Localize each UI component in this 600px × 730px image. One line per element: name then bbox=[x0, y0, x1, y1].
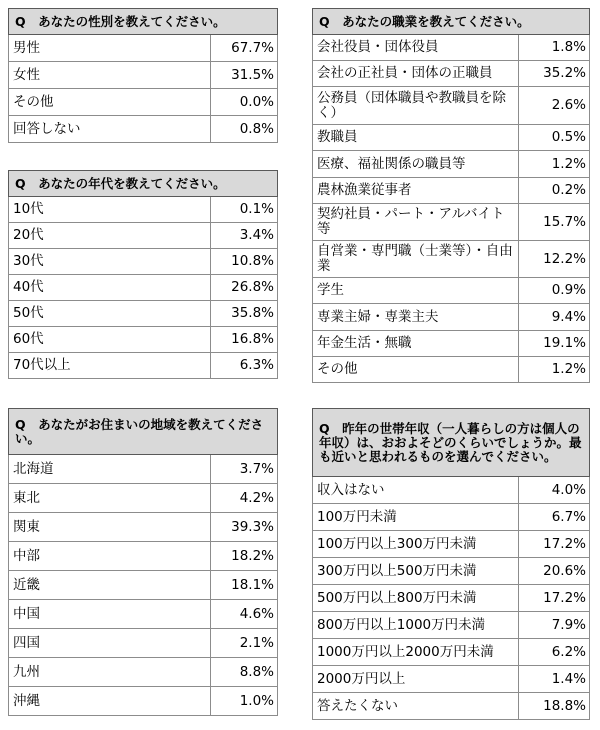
gender-label-male: 男性 bbox=[9, 35, 211, 62]
occupation-value: 1.2% bbox=[519, 151, 590, 178]
region-label: 東北 bbox=[9, 484, 211, 513]
gender-label-no-answer: 回答しない bbox=[9, 116, 211, 143]
age-label: 40代 bbox=[9, 275, 211, 301]
occupation-value: 12.2% bbox=[519, 241, 590, 278]
region-label: 近畿 bbox=[9, 571, 211, 600]
income-value: 1.4% bbox=[519, 666, 590, 693]
occupation-label: 医療、福祉関係の職員等 bbox=[313, 151, 519, 178]
region-label: 北海道 bbox=[9, 455, 211, 484]
age-value: 10.8% bbox=[211, 249, 278, 275]
occupation-value: 19.1% bbox=[519, 331, 590, 357]
age-table bbox=[8, 170, 278, 379]
gender-label-female: 女性 bbox=[9, 62, 211, 89]
income-label: 2000万円以上 bbox=[313, 666, 519, 693]
income-value: 6.2% bbox=[519, 639, 590, 666]
region-value: 8.8% bbox=[211, 658, 278, 687]
income-label: 1000万円以上2000万円未満 bbox=[313, 639, 519, 666]
income-value: 18.8% bbox=[519, 693, 590, 720]
region-label: 中国 bbox=[9, 600, 211, 629]
income-value: 17.2% bbox=[519, 531, 590, 558]
occupation-label: 契約社員・パート・アルバイト等 bbox=[313, 204, 519, 241]
region-label: 関東 bbox=[9, 513, 211, 542]
region-label: 九州 bbox=[9, 658, 211, 687]
income-table bbox=[312, 408, 590, 720]
region-question: Q あなたがお住まいの地域を教えてください。 bbox=[9, 409, 278, 455]
occupation-label: 専業主婦・専業主夫 bbox=[313, 304, 519, 331]
occupation-value: 1.8% bbox=[519, 35, 590, 61]
region-value: 1.0% bbox=[211, 687, 278, 716]
region-value: 3.7% bbox=[211, 455, 278, 484]
gender-label-other: その他 bbox=[9, 89, 211, 116]
income-question: Q 昨年の世帯年収（一人暮らしの方は個人の年収）は、おおよそどのくらいでしょうか。最も近いと思われるものを選んでください。 bbox=[313, 409, 590, 477]
region-value: 18.2% bbox=[211, 542, 278, 571]
occupation-label: 学生 bbox=[313, 278, 519, 304]
age-value: 16.8% bbox=[211, 327, 278, 353]
income-value: 4.0% bbox=[519, 477, 590, 504]
age-label: 10代 bbox=[9, 197, 211, 223]
region-value: 39.3% bbox=[211, 513, 278, 542]
age-value: 6.3% bbox=[211, 353, 278, 379]
gender-table bbox=[8, 8, 278, 143]
income-value: 6.7% bbox=[519, 504, 590, 531]
occupation-value: 35.2% bbox=[519, 61, 590, 87]
gender-question: Q あなたの性別を教えてください。 bbox=[9, 9, 278, 35]
region-value: 18.1% bbox=[211, 571, 278, 600]
occupation-value: 0.2% bbox=[519, 178, 590, 204]
region-value: 4.6% bbox=[211, 600, 278, 629]
region-label: 沖縄 bbox=[9, 687, 211, 716]
gender-value-female: 31.5% bbox=[211, 62, 278, 89]
region-label: 中部 bbox=[9, 542, 211, 571]
age-value: 26.8% bbox=[211, 275, 278, 301]
age-label: 50代 bbox=[9, 301, 211, 327]
income-value: 17.2% bbox=[519, 585, 590, 612]
age-value: 0.1% bbox=[211, 197, 278, 223]
occupation-value: 15.7% bbox=[519, 204, 590, 241]
age-label: 20代 bbox=[9, 223, 211, 249]
age-label: 30代 bbox=[9, 249, 211, 275]
income-label: 300万円以上500万円未満 bbox=[313, 558, 519, 585]
occupation-label: 農林漁業従事者 bbox=[313, 178, 519, 204]
occupation-label: その他 bbox=[313, 357, 519, 383]
age-label: 60代 bbox=[9, 327, 211, 353]
gender-value-no-answer: 0.8% bbox=[211, 116, 278, 143]
region-table bbox=[8, 408, 278, 716]
occupation-value: 0.9% bbox=[519, 278, 590, 304]
gender-value-other: 0.0% bbox=[211, 89, 278, 116]
income-label: 100万円未満 bbox=[313, 504, 519, 531]
age-label: 70代以上 bbox=[9, 353, 211, 379]
occupation-label: 公務員（団体職員や教職員を除く） bbox=[313, 87, 519, 125]
income-label: 100万円以上300万円未満 bbox=[313, 531, 519, 558]
age-value: 35.8% bbox=[211, 301, 278, 327]
occupation-label: 会社の正社員・団体の正職員 bbox=[313, 61, 519, 87]
occupation-label: 年金生活・無職 bbox=[313, 331, 519, 357]
gender-value-male: 67.7% bbox=[211, 35, 278, 62]
occupation-value: 9.4% bbox=[519, 304, 590, 331]
income-value: 7.9% bbox=[519, 612, 590, 639]
region-value: 4.2% bbox=[211, 484, 278, 513]
occupation-label: 会社役員・団体役員 bbox=[313, 35, 519, 61]
income-value: 20.6% bbox=[519, 558, 590, 585]
region-label: 四国 bbox=[9, 629, 211, 658]
income-label: 500万円以上800万円未満 bbox=[313, 585, 519, 612]
income-label: 収入はない bbox=[313, 477, 519, 504]
occupation-value: 2.6% bbox=[519, 87, 590, 125]
occupation-question: Q あなたの職業を教えてください。 bbox=[313, 9, 590, 35]
age-value: 3.4% bbox=[211, 223, 278, 249]
age-question: Q あなたの年代を教えてください。 bbox=[9, 171, 278, 197]
income-label: 答えたくない bbox=[313, 693, 519, 720]
occupation-table bbox=[312, 8, 590, 383]
occupation-label: 教職員 bbox=[313, 125, 519, 151]
occupation-value: 0.5% bbox=[519, 125, 590, 151]
region-value: 2.1% bbox=[211, 629, 278, 658]
occupation-value: 1.2% bbox=[519, 357, 590, 383]
income-label: 800万円以上1000万円未満 bbox=[313, 612, 519, 639]
occupation-label: 自営業・専門職（士業等）・自由業 bbox=[313, 241, 519, 278]
